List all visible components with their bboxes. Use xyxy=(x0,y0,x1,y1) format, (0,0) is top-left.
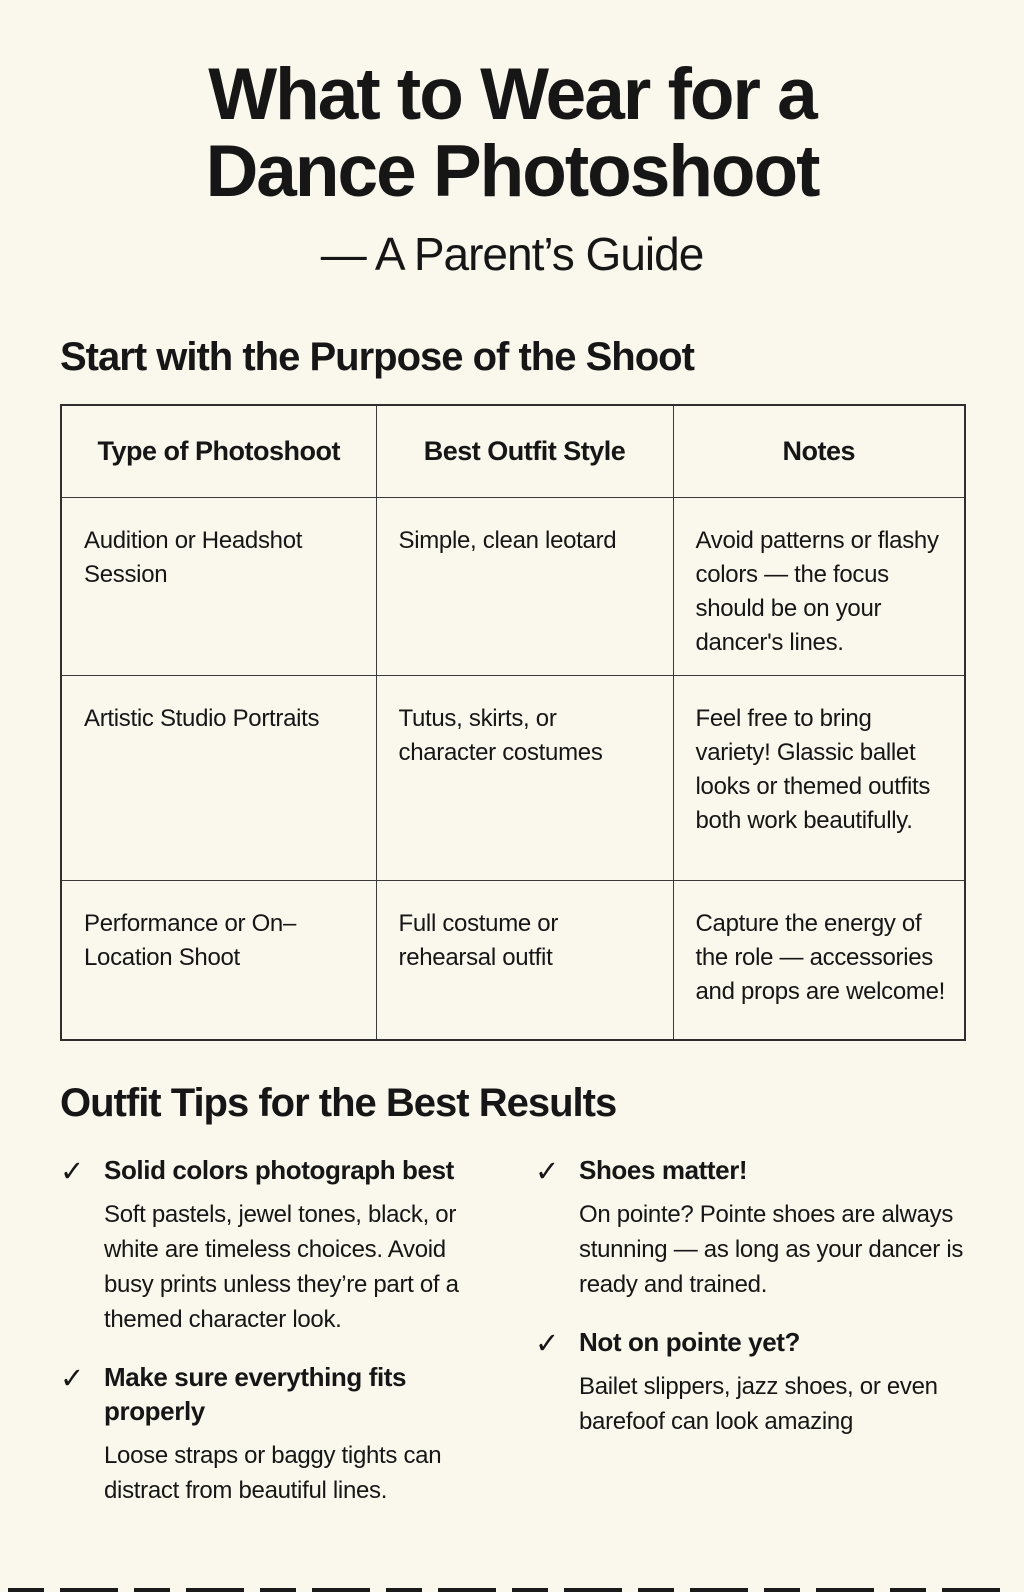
cell-outfit: Tutus, skirts, or character costumes xyxy=(376,675,673,880)
tips-column-right xyxy=(535,1154,964,1532)
cell-type: Artistic Studio Portraits xyxy=(61,675,376,880)
check-icon: ✓ xyxy=(535,1156,560,1189)
tip-body: On pointe? Pointe shoes are always stunning — as long as your dancer is ready and trained. xyxy=(579,1200,964,1298)
page-subtitle: — A Parent’s Guide xyxy=(320,227,704,280)
tips-grid xyxy=(60,1154,964,1532)
cell-notes: Feel free to bring variety! Glassic ballet looks or themed outfits both work beautifully. xyxy=(673,675,965,880)
check-icon: ✓ xyxy=(60,1362,85,1395)
cell-notes: Capture the energy of the role — accessories and props are welcome! xyxy=(673,880,965,1040)
tip-title: Solid colors photograph best xyxy=(104,1155,454,1186)
tip-fit-properly xyxy=(60,1361,489,1508)
tip-body: Bailet slippers, jazz shoes, or even barefoof can look amazing xyxy=(579,1372,938,1435)
tip-title: Make sure everything fits properly xyxy=(104,1361,407,1426)
tip-not-on-pointe xyxy=(535,1326,964,1439)
header-cell-outfit: Best Outfit Style xyxy=(376,405,673,498)
table-row xyxy=(61,675,965,880)
cell-type: Audition or Headshot Session xyxy=(61,498,376,675)
page-title xyxy=(60,56,964,211)
tip-content xyxy=(579,1326,964,1439)
tip-body: Loose straps or baggy tights can distract from beautiful lines. xyxy=(104,1441,442,1504)
page-title-line2: Dance Photoshoot xyxy=(205,131,819,213)
check-icon: ✓ xyxy=(60,1156,85,1189)
tip-title: Shoes matter! xyxy=(579,1155,748,1186)
section-heading-purpose: Start with the Purpose of the Shoot xyxy=(60,334,694,379)
photoshoot-table xyxy=(60,404,966,1041)
check-icon: ✓ xyxy=(535,1327,560,1360)
page-title-line1: What to Wear for a xyxy=(208,54,816,135)
table-header-row xyxy=(61,405,965,498)
header-cell-type: Type of Photoshoot xyxy=(61,405,376,498)
tip-content xyxy=(579,1154,964,1302)
guide-page xyxy=(0,56,1024,1532)
section-heading-tips: Outfit Tips for the Best Results xyxy=(60,1081,617,1126)
tip-title: Not on pointe yet? xyxy=(579,1326,800,1357)
table-row xyxy=(61,880,965,1040)
tip-shoes-matter xyxy=(535,1154,964,1302)
cell-type: Performance or On–Location Shoot xyxy=(61,880,376,1040)
tips-column-left xyxy=(60,1154,489,1532)
cell-outfit: Simple, clean leotard xyxy=(376,498,673,675)
table-row xyxy=(61,498,965,675)
bottom-cutoff-strip xyxy=(8,1588,1014,1592)
tip-body: Soft pastels, jewel tones, black, or white are timeless choices. Avoid busy prints unless they’re part of a themed character look. xyxy=(104,1200,459,1333)
tip-content xyxy=(104,1361,489,1508)
header-cell-notes: Notes xyxy=(673,405,965,498)
tip-solid-colors xyxy=(60,1154,489,1337)
cell-outfit: Full costume or rehearsal outfit xyxy=(376,880,673,1040)
cell-notes: Avoid patterns or flashy colors — the focus should be on your dancer's lines. xyxy=(673,498,965,675)
tip-content xyxy=(104,1154,489,1337)
